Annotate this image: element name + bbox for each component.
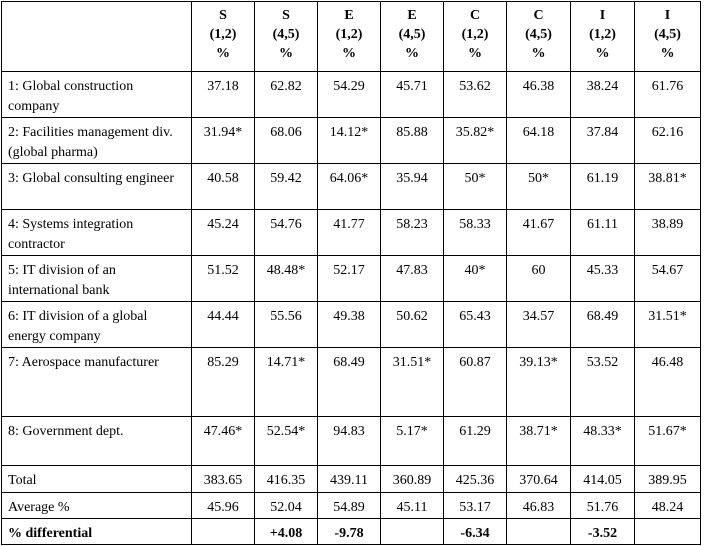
table-cell: 50*: [444, 164, 507, 210]
row-label: 3: Global consulting engineer: [2, 164, 192, 210]
table-cell: 54.89: [318, 493, 381, 519]
table-row: [2, 118, 701, 164]
table-cell: 94.83: [318, 417, 381, 466]
table-cell: 45.71: [381, 72, 444, 118]
table-cell: 54.76: [255, 210, 318, 256]
row-label: 1: Global construction company: [2, 72, 192, 118]
differential-row: [2, 519, 701, 545]
table-cell: 51.76: [571, 493, 635, 519]
header-cell: C (4,5) %: [507, 2, 571, 72]
table-cell: 47.83: [381, 256, 444, 302]
table-cell: 45.11: [381, 493, 444, 519]
table-cell: 61.19: [571, 164, 635, 210]
table-row: [2, 302, 701, 348]
table-cell: 49.38: [318, 302, 381, 348]
table-cell: 40*: [444, 256, 507, 302]
table-cell: 45.96: [192, 493, 255, 519]
table-cell: 48.24: [635, 493, 701, 519]
table-cell: 68.06: [255, 118, 318, 164]
header-cell: I (1,2) %: [571, 2, 635, 72]
table-cell: 40.58: [192, 164, 255, 210]
table-cell: 45.33: [571, 256, 635, 302]
table-cell: 48.33*: [571, 417, 635, 466]
row-label: 5: IT division of an international bank: [2, 256, 192, 302]
table-cell: 61.29: [444, 417, 507, 466]
table-cell: 65.43: [444, 302, 507, 348]
table-cell: 416.35: [255, 466, 318, 493]
table-cell: 52.17: [318, 256, 381, 302]
table-cell: 35.82*: [444, 118, 507, 164]
table-cell: 389.95: [635, 466, 701, 493]
table-row: [2, 72, 701, 118]
table-cell: 46.48: [635, 348, 701, 417]
table-cell: -3.52: [571, 519, 635, 545]
table-cell: 64.06*: [318, 164, 381, 210]
row-label: 4: Systems integration contractor: [2, 210, 192, 256]
table-row: [2, 348, 701, 417]
header-cell: S (1,2) %: [192, 2, 255, 72]
table-cell: 60: [507, 256, 571, 302]
table-cell: 44.44: [192, 302, 255, 348]
row-label: Total: [2, 466, 192, 493]
table-cell: 360.89: [381, 466, 444, 493]
header-cell: I (4,5) %: [635, 2, 701, 72]
table-cell: 51.67*: [635, 417, 701, 466]
table-cell: 59.42: [255, 164, 318, 210]
table-cell: 414.05: [571, 466, 635, 493]
row-label: 8: Government dept.: [2, 417, 192, 466]
total-row: [2, 466, 701, 493]
table-cell: 38.81*: [635, 164, 701, 210]
table-cell: 85.29: [192, 348, 255, 417]
header-cell: S (4,5) %: [255, 2, 318, 72]
table-cell: 62.82: [255, 72, 318, 118]
table-cell: 37.84: [571, 118, 635, 164]
table-row: [2, 210, 701, 256]
table-cell: 46.38: [507, 72, 571, 118]
table-cell: 14.71*: [255, 348, 318, 417]
table-cell: 383.65: [192, 466, 255, 493]
table-cell: 48.48*: [255, 256, 318, 302]
table-cell: 64.18: [507, 118, 571, 164]
table-cell: 54.67: [635, 256, 701, 302]
table-cell: 425.36: [444, 466, 507, 493]
table-cell: 51.52: [192, 256, 255, 302]
header-cell: E (1,2) %: [318, 2, 381, 72]
table-cell: 41.67: [507, 210, 571, 256]
header-cell: C (1,2) %: [444, 2, 507, 72]
table-cell: 50*: [507, 164, 571, 210]
table-cell: 38.71*: [507, 417, 571, 466]
corner-cell: [2, 2, 192, 72]
table-cell: 52.04: [255, 493, 318, 519]
table-cell: 61.76: [635, 72, 701, 118]
table-cell: 55.56: [255, 302, 318, 348]
row-label: 7: Aerospace manufacturer: [2, 348, 192, 417]
average-row: [2, 493, 701, 519]
table-cell: 39.13*: [507, 348, 571, 417]
table-cell: [192, 519, 255, 545]
row-label: 2: Facilities management div. (global pharma): [2, 118, 192, 164]
table-row: [2, 417, 701, 466]
table-cell: 85.88: [381, 118, 444, 164]
table-cell: 62.16: [635, 118, 701, 164]
table-cell: [635, 519, 701, 545]
table-cell: 53.52: [571, 348, 635, 417]
header-cell: E (4,5) %: [381, 2, 444, 72]
table-cell: 61.11: [571, 210, 635, 256]
table-cell: 54.29: [318, 72, 381, 118]
table-cell: 31.94*: [192, 118, 255, 164]
table-cell: 50.62: [381, 302, 444, 348]
table-cell: 31.51*: [635, 302, 701, 348]
table-cell: 47.46*: [192, 417, 255, 466]
table-cell: 58.23: [381, 210, 444, 256]
table-cell: 53.17: [444, 493, 507, 519]
table-cell: 68.49: [571, 302, 635, 348]
table-cell: 52.54*: [255, 417, 318, 466]
table-cell: -6.34: [444, 519, 507, 545]
table-cell: 370.64: [507, 466, 571, 493]
table-row: [2, 164, 701, 210]
row-label: 6: IT division of a global energy company: [2, 302, 192, 348]
table-cell: 68.49: [318, 348, 381, 417]
table-cell: 14.12*: [318, 118, 381, 164]
table-cell: 53.62: [444, 72, 507, 118]
header-row: [2, 2, 701, 72]
table-cell: 439.11: [318, 466, 381, 493]
table-cell: 37.18: [192, 72, 255, 118]
row-label: Average %: [2, 493, 192, 519]
table-cell: +4.08: [255, 519, 318, 545]
table-cell: 41.77: [318, 210, 381, 256]
table-cell: 60.87: [444, 348, 507, 417]
row-label: % differential: [2, 519, 192, 545]
table-cell: 46.83: [507, 493, 571, 519]
table-cell: 5.17*: [381, 417, 444, 466]
table-cell: 38.89: [635, 210, 701, 256]
results-table: [1, 1, 701, 545]
table-cell: 35.94: [381, 164, 444, 210]
table-cell: [507, 519, 571, 545]
table-row: [2, 256, 701, 302]
table-cell: 34.57: [507, 302, 571, 348]
table-cell: 38.24: [571, 72, 635, 118]
table-cell: -9.78: [318, 519, 381, 545]
table-cell: 45.24: [192, 210, 255, 256]
table-cell: 31.51*: [381, 348, 444, 417]
table-cell: 58.33: [444, 210, 507, 256]
table-cell: [381, 519, 444, 545]
